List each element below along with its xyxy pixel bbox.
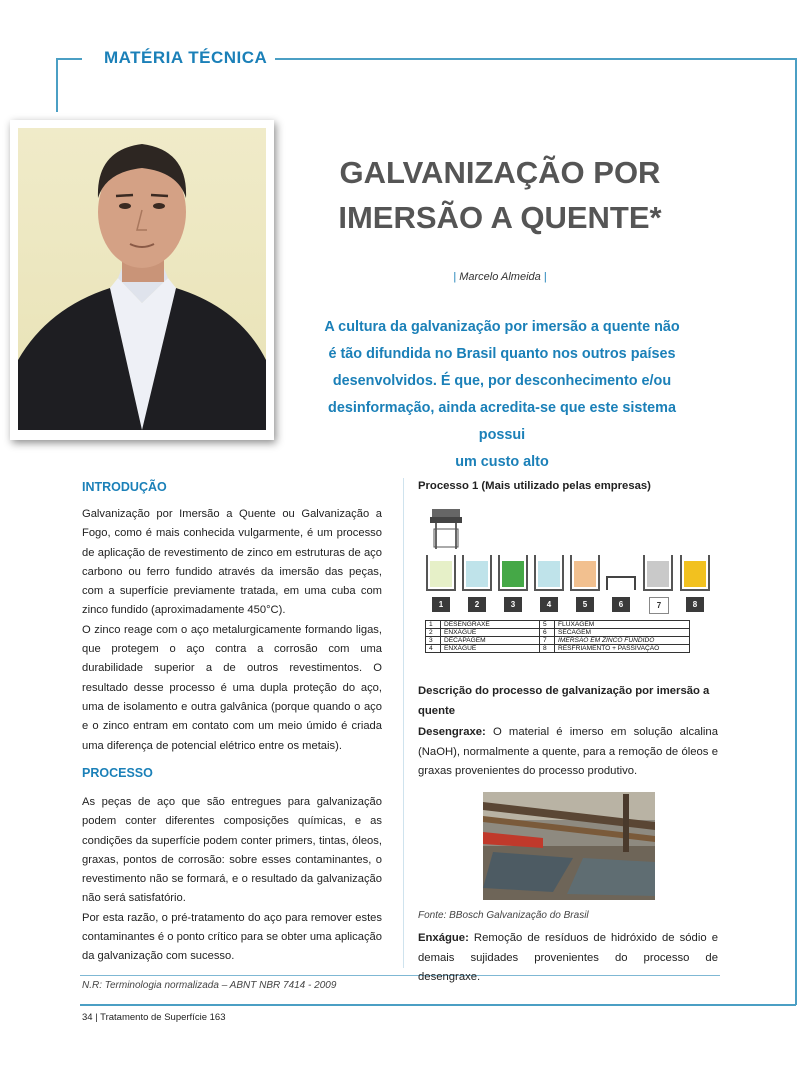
table-cell: DESENGRAXE xyxy=(441,621,540,629)
step-number: 5 xyxy=(576,597,594,612)
frame-right-line xyxy=(795,58,797,1005)
column-divider xyxy=(403,478,404,968)
intro-paragraph-1: Galvanização por Imersão a Quente ou Galvanização a Fogo, como é mais conhecida vulgarmente, é um processo de aplicação de revestimento de zinco em estruturas de aço carbono ou ferro fundido através da imersão das peças, com a superfície previamente tratada, em uma cuba com zinco fundido (aproximadamente 450°C). xyxy=(82,508,382,617)
table-cell: 1 xyxy=(426,621,441,629)
processo-heading: PROCESSO xyxy=(82,766,153,780)
table-cell: 4 xyxy=(426,645,441,653)
title-line-1: GALVANIZAÇÃO POR xyxy=(339,155,661,190)
process-tank xyxy=(534,555,564,591)
process-table xyxy=(425,620,690,653)
step-number: 1 xyxy=(432,597,450,612)
descricao-title: Descrição do processo de galvanização por imersão a quente xyxy=(418,685,710,717)
process-tank xyxy=(462,555,492,591)
lead-line: um custo alto xyxy=(455,454,549,470)
table-cell: SECAGEM xyxy=(555,629,690,637)
step-number: 2 xyxy=(468,597,486,612)
table-cell: 2 xyxy=(426,629,441,637)
step-number: 4 xyxy=(540,597,558,612)
author-byline: | Marcelo Almeida | xyxy=(453,271,547,283)
intro-body xyxy=(82,505,382,756)
lead-paragraph xyxy=(303,314,701,476)
step-number: 3 xyxy=(504,597,522,612)
step-number: 8 xyxy=(686,597,704,612)
photo-credit: Fonte: BBosch Galvanização do Brasil xyxy=(418,910,589,921)
section-label: MATÉRIA TÉCNICA xyxy=(104,48,268,67)
desengraxe-text: O material é imerso em solução alcalina (NaOH), normalmente a quente, para a remoção de óleos e graxas provenientes do processo produtivo. xyxy=(418,726,718,777)
hoist-icon xyxy=(426,505,466,555)
process-tank xyxy=(426,555,456,591)
diagram-title: Processo 1 (Mais utilizado pelas empresas) xyxy=(418,480,651,492)
lead-line: A cultura da galvanização por imersão a quente não xyxy=(324,319,680,335)
table-cell: ENXÁGUE xyxy=(441,645,540,653)
processo-paragraph-1: As peças de aço que são entregues para galvanização podem conter diferentes composições químicas, e as condições da superfície podem conter primers, tintas, óleos, graxas, pontos de corrosão: sobre esses contaminantes, o revestimento não se formará, e o resultado da galvanização não será satisfatório. xyxy=(82,796,382,905)
author-name: Marcelo Almeida xyxy=(459,271,541,283)
lead-line: desinformação, ainda acredita-se que este sistema possui xyxy=(328,400,676,443)
table-cell: RESFRIAMENTO + PASSIVAÇÃO xyxy=(555,645,690,653)
portrait-image xyxy=(18,128,266,430)
table-cell: 3 xyxy=(426,637,441,645)
desengraxe-paragraph xyxy=(418,723,718,782)
enxague-label: Enxágue: xyxy=(418,932,469,944)
intro-paragraph-2: O zinco reage com o aço metalurgicamente formando ligas, que protegem o aço contra a corrosão com uma durabilidade superior a de outros revestimentos. O resultado desse processo é uma dupla proteção do aço, uma de isolamento e outra galvânica (porque quando o aço e o zinco entram em contato com um meio úmido é criada uma diferença de potencial elétrico entre os metais). xyxy=(82,623,382,752)
enxague-paragraph xyxy=(418,929,718,988)
desengraxe-label: Desengraxe: xyxy=(418,726,486,738)
frame-bottom-line xyxy=(80,1004,796,1006)
author-photo xyxy=(10,120,274,440)
editor-note: N.R: Terminologia normalizada – ABNT NBR 7414 - 2009 xyxy=(82,980,337,991)
table-cell: 7 xyxy=(540,637,555,645)
frame-top-left-line xyxy=(56,58,82,60)
drying-rack xyxy=(606,576,636,590)
table-cell: 5 xyxy=(540,621,555,629)
galvanizing-plant-photo xyxy=(483,792,655,900)
table-cell: ENXÁGUE xyxy=(441,629,540,637)
table-cell: IMERSÃO EM ZINCO FUNDIDO xyxy=(555,637,690,645)
lead-line: é tão difundida no Brasil quanto nos outros países xyxy=(328,346,676,362)
processo-body xyxy=(82,793,382,967)
processo-paragraph-2: Por esta razão, o pré-tratamento do aço para remover estes contaminantes é o ponto crítico para se obter uma aplicação da galvanização com sucesso. xyxy=(82,911,382,963)
descricao-section xyxy=(418,682,718,782)
enxague-text: Remoção de resíduos de hidróxido de sódio e demais sujidades provenientes do processo de desengraxe. xyxy=(418,932,718,983)
step-number: 6 xyxy=(612,597,630,612)
process-tank xyxy=(498,555,528,591)
page-footer: 34 | Tratamento de Superfície 163 xyxy=(82,1012,226,1023)
article-title xyxy=(300,150,700,240)
frame-top-right-line xyxy=(275,58,796,60)
table-cell: DECAPAGEM xyxy=(441,637,540,645)
intro-heading: INTRODUÇÃO xyxy=(82,480,167,494)
lead-line: desenvolvidos. É que, por desconhecimento e/ou xyxy=(332,373,672,389)
table-cell: FLUXAGEM xyxy=(555,621,690,629)
process-tank xyxy=(643,555,673,591)
process-tank xyxy=(680,555,710,591)
title-line-2: IMERSÃO A QUENTE* xyxy=(338,200,662,235)
process-tank xyxy=(570,555,600,591)
step-number: 7 xyxy=(649,597,669,614)
frame-left-line xyxy=(56,58,58,112)
table-cell: 6 xyxy=(540,629,555,637)
table-cell: 8 xyxy=(540,645,555,653)
